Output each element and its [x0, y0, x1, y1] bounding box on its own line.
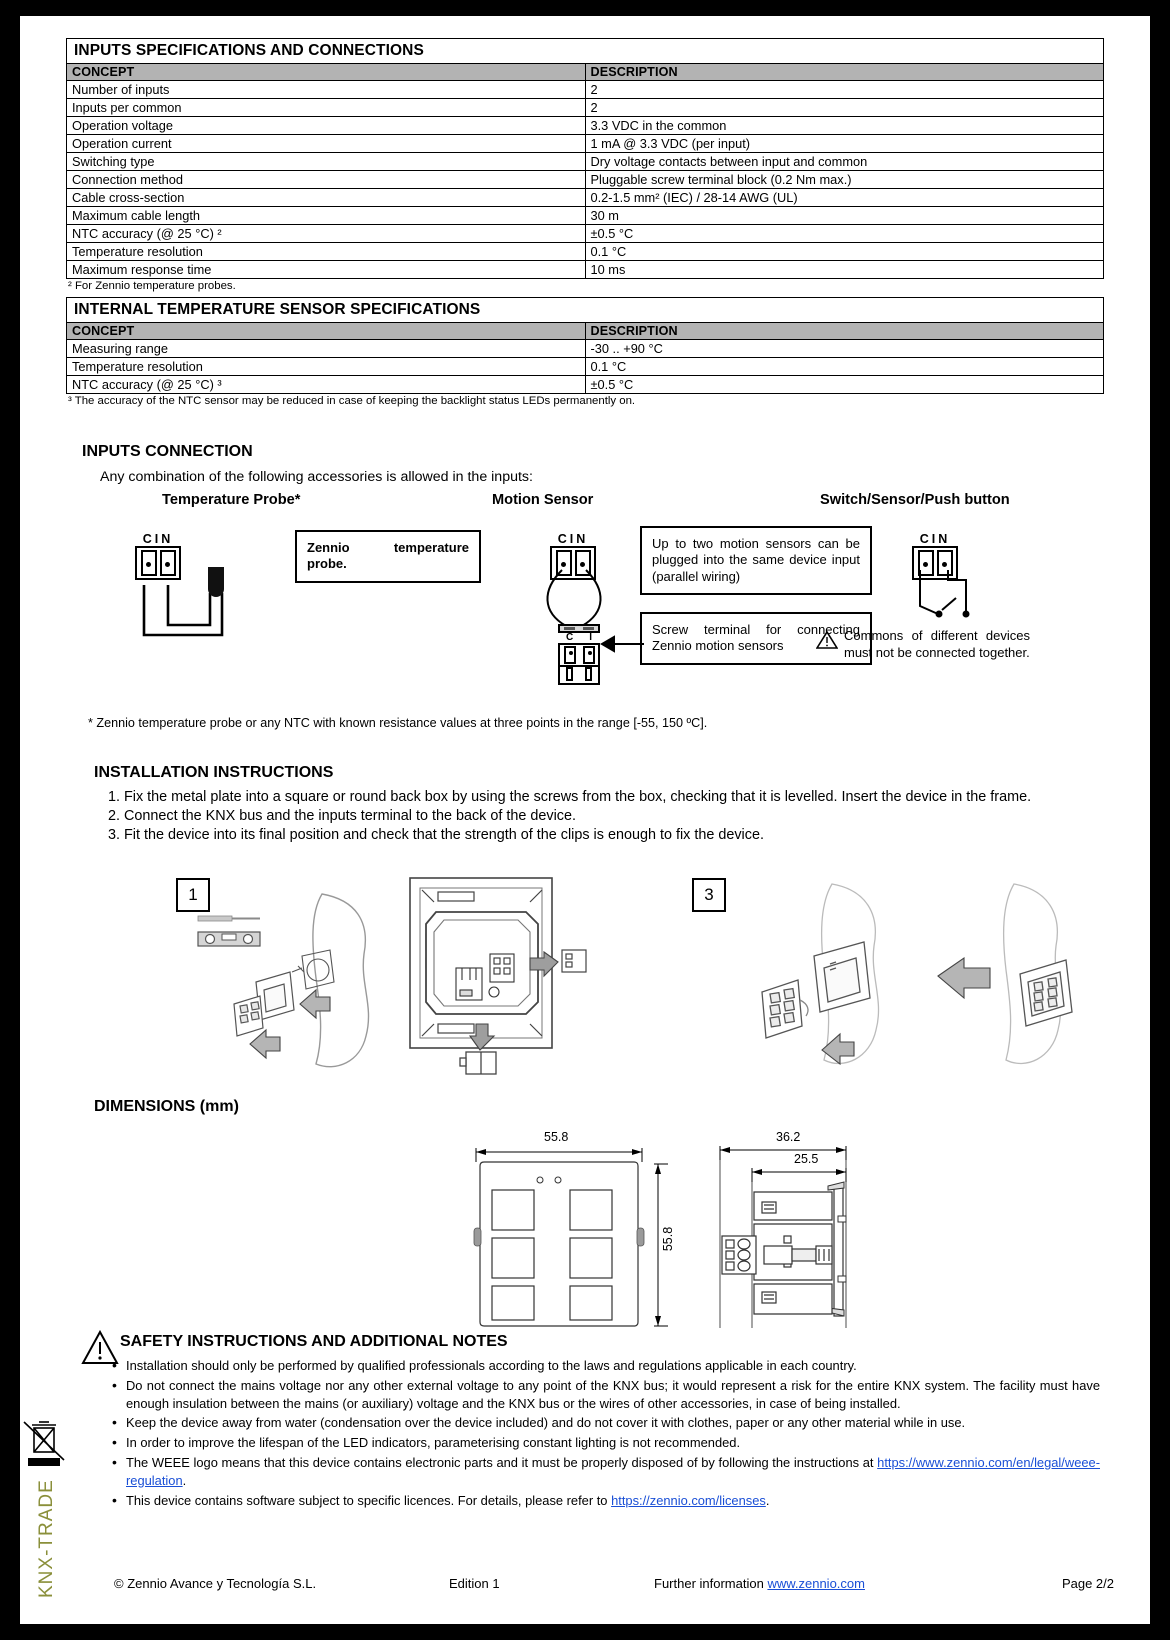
zennio-website-link[interactable]: www.zennio.com — [767, 1576, 865, 1591]
table-footnote-2: ² For Zennio temperature probes. — [68, 280, 236, 292]
dimension-side-inner-depth-label: 25.5 — [794, 1152, 819, 1166]
weee-regulation-link[interactable]: https://www.zennio.com/en/legal/weee-regulation — [126, 1454, 1100, 1488]
terminal-label-c-short: C — [565, 632, 574, 643]
accessory-titles — [82, 492, 1092, 512]
cell-description: ±0.5 °C — [585, 376, 1104, 394]
terminal-label-in: IN — [569, 532, 589, 546]
table-row — [67, 340, 1104, 358]
table-row — [67, 171, 1104, 189]
terminal-label-in: IN — [154, 532, 174, 546]
table-footnote-3: ³ The accuracy of the NTC sensor may be reduced in case of keeping the backlight status LEDs permanently on. — [68, 395, 636, 407]
safety-heading: SAFETY INSTRUCTIONS AND ADDITIONAL NOTES — [120, 1333, 508, 1350]
table-header-description: DESCRIPTION — [585, 323, 1104, 340]
cell-concept: Operation voltage — [67, 117, 586, 135]
callout-commons-warning: Commons of different devices must not be connected together. — [844, 628, 1030, 660]
step-number-3: 3 — [692, 878, 726, 912]
watermark-text: KNX-TRADE — [36, 1479, 57, 1598]
table-header-concept: CONCEPT — [67, 323, 586, 340]
inputs-spec-table — [66, 38, 1104, 279]
footer-edition: Edition 1 — [449, 1576, 500, 1591]
cell-description: 0.1 °C — [585, 358, 1104, 376]
table-row — [67, 81, 1104, 99]
installation-step-3-text: 3. Fit the device into its final position and check that the strength of the clips is enough to fix the device. — [108, 827, 764, 844]
motion-sensor-screw-terminal — [558, 624, 600, 685]
cell-concept: Temperature resolution — [67, 243, 586, 261]
table-row — [67, 153, 1104, 171]
table-row — [67, 135, 1104, 153]
cell-description: 30 m — [585, 207, 1104, 225]
internal-temp-sensor-table — [66, 297, 1104, 394]
installation-step-2-text: 2. Connect the KNX bus and the inputs terminal to the back of the device. — [108, 808, 576, 825]
licences-text-after: . — [765, 1492, 770, 1508]
dimensions-figures — [446, 1128, 866, 1338]
safety-notes-list — [72, 1357, 1100, 1509]
callout-motion-screw: Screw terminal for connecting Zennio motion sensors — [640, 612, 872, 665]
cell-description: -30 .. +90 °C — [585, 340, 1104, 358]
terminal-label-in: IN — [931, 532, 951, 546]
table-row — [67, 189, 1104, 207]
callout-motion-parallel: Up to two motion sensors can be plugged into the same device input (parallel wiring) — [640, 526, 872, 595]
dimensions-heading: DIMENSIONS (mm) — [94, 1098, 239, 1115]
footer-further-information — [654, 1576, 954, 1591]
switch-contact-wiring — [894, 568, 1014, 630]
dimension-front-height-label: 55.8 — [661, 1226, 676, 1252]
cell-description: 0.2-1.5 mm² (IEC) / 28-14 AWG (UL) — [585, 189, 1104, 207]
installation-step-1-text: 1. Fix the metal plate into a square or round back box by using the screws from the box, checking that it is levelled. Insert the device in the frame. — [108, 789, 1032, 805]
footer-further-info-label: Further information — [654, 1576, 768, 1591]
inputs-connection-lead: Any combination of the following accessories is allowed in the inputs: — [100, 469, 533, 485]
safety-note: • Installation should only be performed by qualified professionals according to the laws and regulations applicable in each country. — [112, 1357, 1100, 1375]
cell-description: 2 — [585, 99, 1104, 117]
cell-concept: NTC accuracy (@ 25 °C) ² — [67, 225, 586, 243]
temperature-probe-wiring — [122, 567, 312, 677]
dimensions-section — [94, 1098, 1094, 1116]
page-footer — [114, 1576, 1114, 1591]
table-row — [67, 358, 1104, 376]
terminal-label-c: C — [919, 532, 932, 546]
cell-description: 10 ms — [585, 261, 1104, 279]
terminal-label-c: C — [557, 532, 570, 546]
table-header-description: DESCRIPTION — [585, 64, 1104, 81]
cell-description: 0.1 °C — [585, 243, 1104, 261]
datasheet-page — [20, 16, 1150, 1624]
licences-text-before: This device contains software subject to specific licences. For details, please refer to — [126, 1492, 612, 1508]
cell-concept: Switching type — [67, 153, 586, 171]
licenses-link[interactable]: https://zennio.com/licenses — [611, 1492, 766, 1508]
page-content — [66, 38, 1114, 1598]
step-number-1: 1 — [176, 878, 210, 912]
footer-page-number: Page 2/2 — [1061, 1576, 1114, 1591]
footer-copyright: © Zennio Avance y Tecnología S.L. — [114, 1576, 317, 1591]
cell-concept: Maximum cable length — [67, 207, 586, 225]
safety-note: • In order to improve the lifespan of the LED indicators, parameterising constant lighting is not recommended. — [112, 1434, 1100, 1452]
dimension-side-view — [706, 1128, 866, 1338]
installation-section — [94, 764, 1094, 845]
cell-description: 2 — [585, 81, 1104, 99]
terminal-label-i-short: I — [589, 632, 592, 643]
table-row — [67, 376, 1104, 394]
table-header-concept: CONCEPT — [67, 64, 586, 81]
table-row — [67, 99, 1104, 117]
motion-screw-arrow-icon — [598, 634, 646, 654]
dimension-front-width-label: 55.8 — [544, 1130, 569, 1144]
installation-heading: INSTALLATION INSTRUCTIONS — [94, 764, 334, 781]
weee-text-after: . — [182, 1472, 187, 1488]
safety-note: • Keep the device away from water (condensation over the device included) and do not cover it with clothes, paper or any other material while in use. — [112, 1414, 1100, 1432]
install-figure-3-illustration — [714, 880, 1114, 1080]
table-row — [67, 207, 1104, 225]
accessory-diagrams — [82, 512, 1092, 682]
installation-figures — [94, 858, 1094, 1080]
inputs-connection-heading: INPUTS CONNECTION — [82, 443, 253, 460]
warning-triangle-icon — [816, 630, 838, 650]
cell-description: 3.3 VDC in the common — [585, 117, 1104, 135]
table-row — [67, 261, 1104, 279]
cell-description: Pluggable screw terminal block (0.2 Nm max.) — [585, 171, 1104, 189]
safety-section — [72, 1333, 1100, 1511]
install-figure-2-illustration — [384, 872, 614, 1078]
safety-note-licences — [112, 1492, 1100, 1510]
cell-concept: Number of inputs — [67, 81, 586, 99]
accessory-title-motion-sensor: Motion Sensor — [492, 492, 594, 508]
cell-concept: NTC accuracy (@ 25 °C) ³ — [67, 376, 586, 394]
cell-concept: Operation current — [67, 135, 586, 153]
inputs-connection-section — [82, 443, 1092, 682]
cell-concept: Temperature resolution — [67, 358, 586, 376]
cell-concept: Measuring range — [67, 340, 586, 358]
safety-note-weee — [112, 1454, 1100, 1490]
callout-probe: Zennio temperature probe. — [295, 530, 481, 583]
motion-sensor-parallel-wiring — [540, 568, 630, 630]
dimension-front-view — [446, 1128, 676, 1338]
terminal-label-c: C — [142, 532, 155, 546]
table-title-internal-sensor: INTERNAL TEMPERATURE SENSOR SPECIFICATIONS — [67, 298, 1104, 323]
cell-concept: Cable cross-section — [67, 189, 586, 207]
cell-description: 1 mA @ 3.3 VDC (per input) — [585, 135, 1104, 153]
table-title-inputs: INPUTS SPECIFICATIONS AND CONNECTIONS — [67, 39, 1104, 64]
table-row — [67, 117, 1104, 135]
cell-description: ±0.5 °C — [585, 225, 1104, 243]
table-row — [67, 225, 1104, 243]
table-row — [67, 243, 1104, 261]
install-figure-1-illustration — [184, 886, 404, 1076]
cell-concept: Connection method — [67, 171, 586, 189]
accessory-title-switch-sensor: Switch/Sensor/Push button — [820, 492, 1010, 508]
temperature-probe-footnote: * Zennio temperature probe or any NTC with known resistance values at three points in the range [-55, 150 ºC]. — [88, 716, 708, 730]
dimension-side-total-depth-label: 36.2 — [776, 1130, 801, 1144]
watermark — [14, 1436, 74, 1626]
cell-description: Dry voltage contacts between input and common — [585, 153, 1104, 171]
cell-concept: Inputs per common — [67, 99, 586, 117]
safety-note: • Do not connect the mains voltage nor any other external voltage to any point of the KNX bus; it would represent a risk for the entire KNX system. The facility must have enough insulation between the mains (or auxiliary) voltage and the KNX bus or the wires of other accessories, in case of being installed. — [112, 1377, 1100, 1413]
accessory-title-temperature-probe: Temperature Probe* — [162, 492, 301, 508]
cell-concept: Maximum response time — [67, 261, 586, 279]
weee-text-before: The WEEE logo means that this device contains electronic parts and it must be properly disposed of by following the instructions at — [126, 1454, 878, 1470]
